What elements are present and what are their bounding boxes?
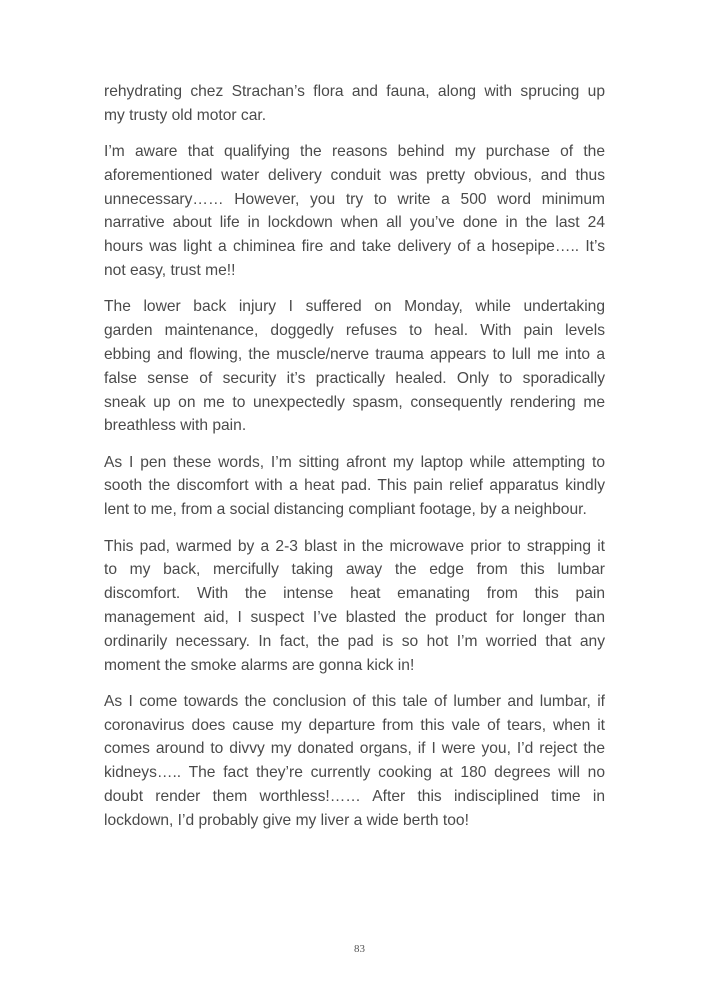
text-line: I’m aware that qualifying the reasons behind my purchase of the [104, 143, 605, 161]
page-number: 83 [354, 943, 365, 955]
text-line: rehydrating chez Strachan’s flora and fauna, along with sprucing up [104, 83, 605, 100]
text-line: sooth the discomfort with a heat pad. This pain relief apparatus kindly [104, 477, 605, 495]
paragraph [104, 80, 605, 128]
text-line: unnecessary…… However, you try to write a 500 word minimum [104, 190, 605, 208]
text-line: comes around to divvy my donated organs, if I were you, I’d reject the [104, 740, 605, 758]
text-line: management aid, I suspect I’ve blasted the product for longer than [104, 608, 605, 626]
paragraph [104, 451, 605, 522]
text-line: not easy, trust me!! [104, 262, 236, 280]
paragraph [104, 295, 605, 438]
body-text [104, 80, 605, 845]
text-line: moment the smoke alarms are gonna kick in! [104, 656, 415, 674]
text-line: my trusty old motor car. [104, 106, 267, 124]
text-line: ebbing and flowing, the muscle/nerve trauma appears to lull me into a [104, 345, 605, 363]
text-line: false sense of security it’s practically healed. Only to sporadically [104, 369, 605, 387]
text-line: kidneys….. The fact they’re currently cooking at 180 degrees will no [104, 764, 605, 782]
text-line: coronavirus does cause my departure from this vale of tears, when it [104, 716, 605, 734]
text-line: narrative about life in lockdown when all you’ve done in the last 24 [104, 214, 605, 232]
paragraph [104, 140, 605, 283]
text-line: hours was light a chiminea fire and take delivery of a hosepipe….. It’s [104, 238, 605, 256]
text-line: aforementioned water delivery conduit was pretty obvious, and thus [104, 166, 605, 184]
text-line: ordinarily necessary. In fact, the pad is so hot I’m worried that any [104, 632, 605, 650]
text-line: lent to me, from a social distancing compliant footage, by a neighbour. [104, 501, 587, 519]
text-line: to my back, mercifully taking away the edge from this lumbar [104, 561, 605, 579]
text-line: garden maintenance, doggedly refuses to heal. With pain levels [104, 322, 605, 340]
text-line: As I pen these words, I’m sitting afront my laptop while attempting to [104, 453, 605, 471]
text-line: lockdown, I’d probably give my liver a wide berth too! [104, 811, 469, 829]
paragraph [104, 535, 605, 678]
paragraph [104, 690, 605, 833]
text-line: This pad, warmed by a 2-3 blast in the microwave prior to strapping it [104, 537, 605, 555]
text-line: discomfort. With the intense heat emanating from this pain [104, 585, 605, 603]
text-line: The lower back injury I suffered on Monday, while undertaking [104, 298, 605, 316]
text-line: breathless with pain. [104, 417, 247, 435]
text-line: sneak up on me to unexpectedly spasm, consequently rendering me [104, 393, 605, 411]
text-line: As I come towards the conclusion of this tale of lumber and lumbar, if [104, 692, 605, 710]
text-line: doubt render them worthless!…… After this indisciplined time in [104, 788, 605, 806]
